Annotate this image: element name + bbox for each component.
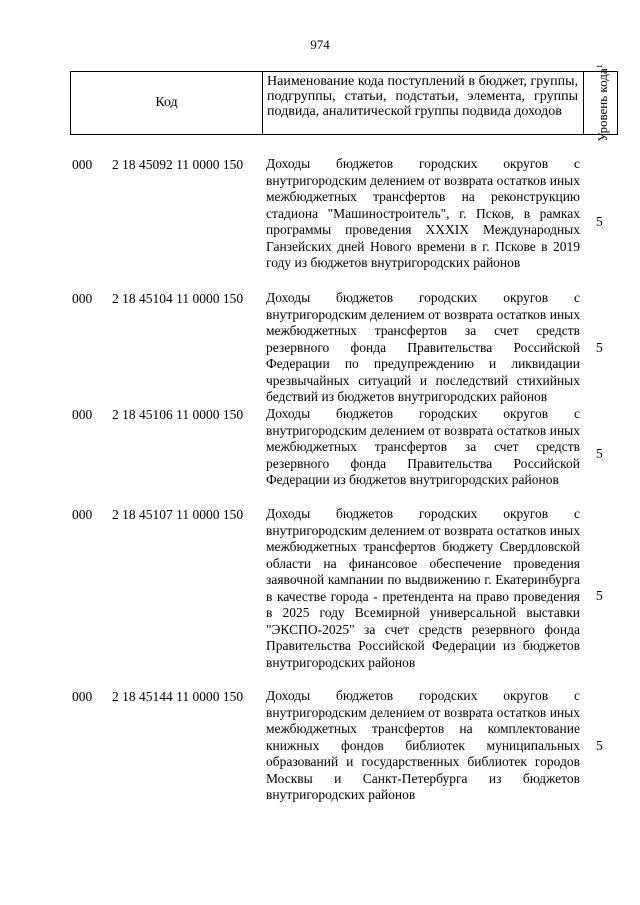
row-code: 2 18 45144 11 0000 150 [112, 689, 244, 704]
row-name: Доходы бюджетов городских округов с внутригородским делением от возврата остатков иных межбюджетных трансфертов за счет средств резервного фонда Правительства Российской Федерации по предупреждению и ликвидации чрезвычайных ситуаций и последствий стихийных бедствий из бюджетов внутригородских районов [266, 290, 580, 404]
header-level-label: Уровень кода [594, 68, 610, 142]
row-level: 5 [596, 340, 603, 355]
row-code: 2 18 45104 11 0000 150 [112, 291, 244, 306]
row-level: 5 [596, 588, 603, 603]
row-admin-code: 000 [72, 157, 93, 172]
row-code: 2 18 45107 11 0000 150 [112, 507, 244, 522]
row-code: 2 18 45106 11 0000 150 [112, 407, 244, 422]
row-level: 5 [596, 738, 603, 753]
table-header [70, 64, 618, 142]
row-level: 5 [596, 446, 603, 461]
header-name: Наименование кода поступлений в бюджет, группы, подгруппы, статьи, подстатьи, элемента, группы подвида, аналитической группы подвида доходов [267, 74, 578, 119]
row-code: 2 18 45092 11 0000 150 [112, 157, 244, 172]
row-admin-code: 000 [72, 507, 93, 522]
header-level [583, 64, 617, 142]
header-code: Код [71, 72, 263, 134]
row-name: Доходы бюджетов городских округов с внутригородским делением от возврата остатков иных межбюджетных трансфертов на реконструкцию стадиона "Машиностроитель", г. Псков, в рамках программы проведения XXXIX Международных Ганзейских дней Нового времени в г. Пскове в 2019 году из бюджетов внутригородских районов [266, 156, 580, 270]
row-name: Доходы бюджетов городских округов с внутригородским делением от возврата остатков иных межбюджетных трансфертов на комплектование книжных фондов библиотек муниципальных образований и государственных библиотек городов Москвы и Санкт-Петербурга из бюджетов внутригородских районов [266, 688, 580, 802]
row-admin-code: 000 [72, 689, 93, 704]
header-level-text [592, 64, 608, 141]
page-number: 974 [310, 37, 330, 52]
header-level-footnote: 1 [594, 64, 604, 69]
row-admin-code: 000 [72, 291, 93, 306]
row-admin-code: 000 [72, 407, 93, 422]
row-level: 5 [596, 214, 603, 229]
row-name: Доходы бюджетов городских округов с внутригородским делением от возврата остатков иных межбюджетных трансфертов за счет средств резервного фонда Правительства Российской Федерации из бюджетов внутригородских районов [266, 406, 580, 487]
row-name: Доходы бюджетов городских округов с внутригородским делением от возврата остатков иных межбюджетных трансфертов бюджету Свердловской области на финансовое обеспечение проведения заявочной кампании по выдвижению г. Екатеринбурга в качестве города - претендента на право проведения в 2025 году Всемирной универсальной выставки "ЭКСПО-2025" за счет средств резервного фонда Правительства Российской Федерации из бюджетов внутригородских районов [266, 506, 580, 670]
